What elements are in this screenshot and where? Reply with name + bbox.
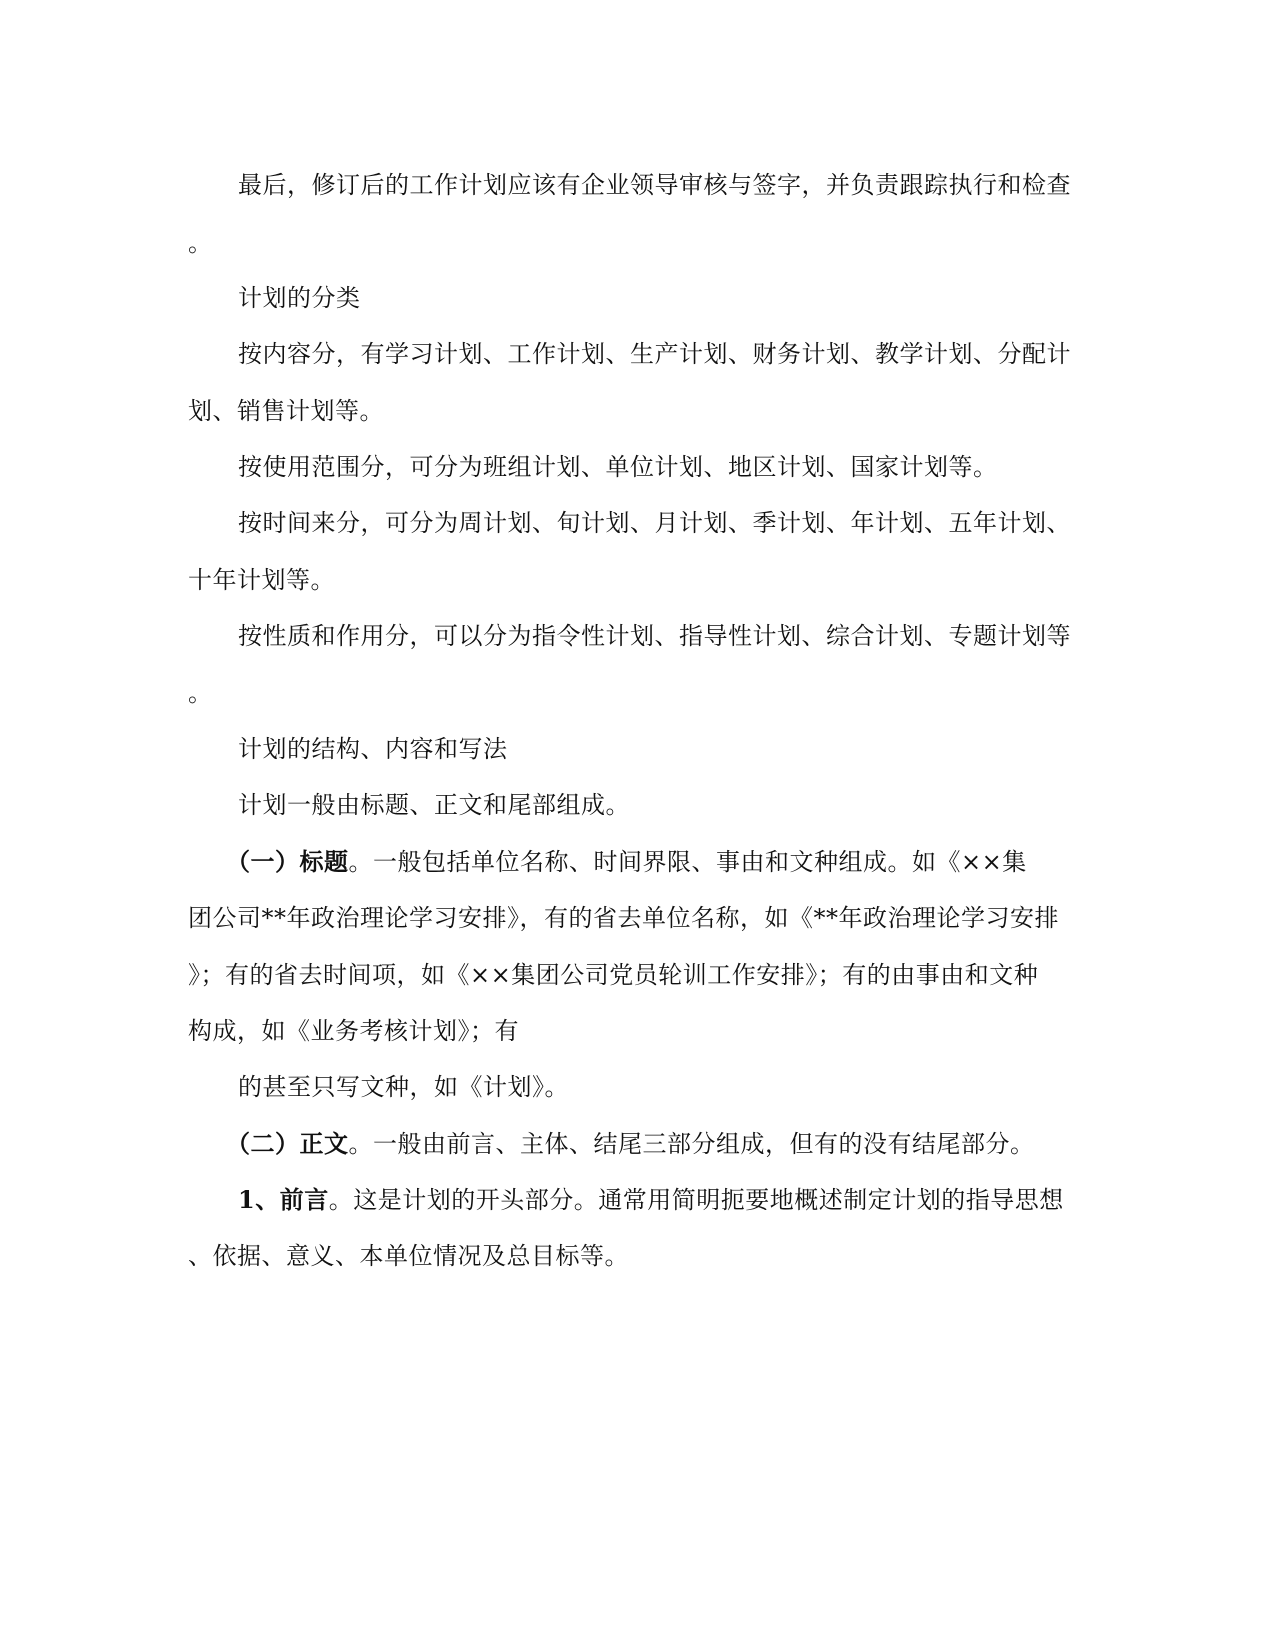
title-section-label: （一）标题 [226,847,349,876]
paragraph-by-nature-line-1: 按性质和作用分，可以分为指令性计划、指导性计划、综合计划、专题计划等 [238,622,1071,650]
paragraph-plan-composition: 计划一般由标题、正文和尾部组成。 [238,791,630,819]
paragraph-title-line-4: 构成，如《业务考核计划》；有 [188,1017,519,1045]
paragraph-preface-line-2: 、依据、意义、本单位情况及总目标等。 [188,1242,629,1270]
paragraph-title-line-1 [226,847,1027,877]
preface-label: 1、前言 [238,1185,329,1214]
heading-plan-structure: 计划的结构、内容和写法 [238,735,508,763]
paragraph-title-line-2: 团公司**年政治理论学习安排》，有的省去单位名称，如《**年政治理论学习安排 [188,904,1059,932]
paragraph-by-content-line-1: 按内容分，有学习计划、工作计划、生产计划、财务计划、教学计划、分配计 [238,340,1071,368]
paragraph-by-scope: 按使用范围分，可分为班组计划、单位计划、地区计划、国家计划等。 [238,453,998,481]
paragraph-by-content-line-2: 划、销售计划等。 [188,397,384,425]
body-section-text: 。一般由前言、主体、结尾三部分组成，但有的没有结尾部分。 [348,1130,1035,1158]
paragraph-by-time-line-1: 按时间来分，可分为周计划、旬计划、月计划、季计划、年计划、五年计划、 [238,509,1071,537]
paragraph-by-nature-line-2: 。 [188,679,213,707]
heading-plan-classification: 计划的分类 [238,284,361,312]
paragraph-title-line-3: 》；有的省去时间项，如《××集团公司党员轮训工作安排》；有的由事由和文种 [188,961,1039,989]
title-section-text: 。一般包括单位名称、时间界限、事由和文种组成。如《××集 [348,848,1027,876]
paragraph-title-line-5: 的甚至只写文种，如《计划》。 [238,1073,569,1101]
paragraph-preface-line-1 [238,1185,1064,1215]
paragraph-by-time-line-2: 十年计划等。 [188,566,335,594]
preface-text: 。这是计划的开头部分。通常用简明扼要地概述制定计划的指导思想 [328,1186,1064,1214]
body-section-label: （二）正文 [226,1129,349,1158]
paragraph-body-section [226,1129,1035,1159]
paragraph-revision-line-2: 。 [188,229,213,257]
paragraph-revision-line-1: 最后，修订后的工作计划应该有企业领导审核与签字，并负责跟踪执行和检查 [238,171,1071,199]
